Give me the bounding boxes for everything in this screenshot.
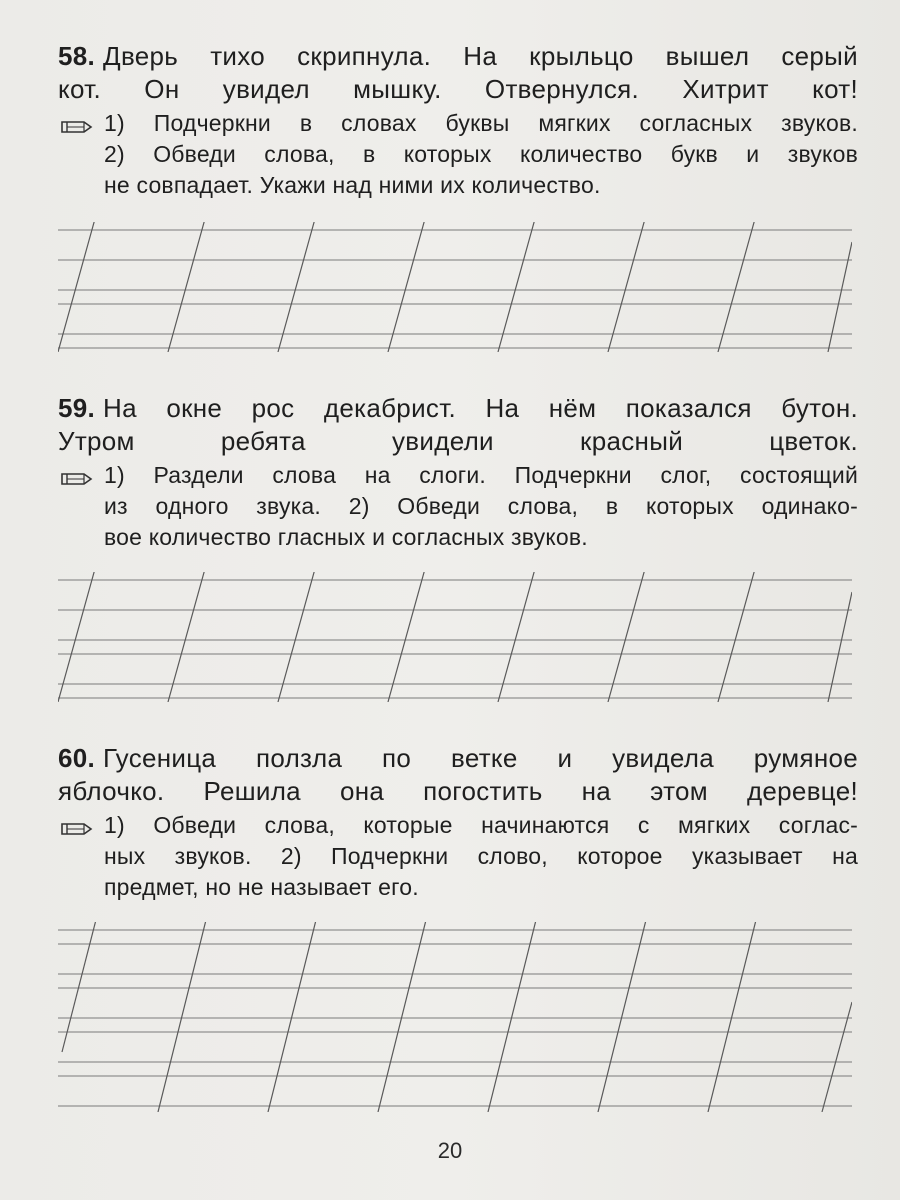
task-line: не совпадает. Укажи над ними их количество. [104,172,601,198]
text-line [58,40,858,73]
exercise-60 [58,742,858,903]
task-line: из одного звука. 2) Обведи слова, в которых одинако- [104,493,858,519]
text-line [58,392,858,425]
task-text [104,108,858,201]
task-line: вое количество гласных и согласных звуков. [104,524,588,550]
task-instructions [58,108,858,201]
exercise-59 [58,392,858,553]
task-text [104,810,858,903]
pencil-icon [58,470,94,488]
exercise-number: 60. [58,743,96,773]
task-line: 2) Обведи слова, в которых количество букв и звуков [104,141,858,167]
writing-area-58[interactable] [58,222,852,352]
pencil-icon [58,118,94,136]
exercise-text [58,40,858,106]
exercise-text [58,742,858,808]
page-number: 20 [437,1138,463,1163]
task-line: 1) Обведи слова, которые начинаются с мягких соглас- [104,812,858,838]
text-line [58,742,858,775]
task-line: предмет, но не называет его. [104,874,419,900]
pencil-icon [58,820,94,838]
slant-lines [62,922,852,1112]
slant-lines [58,572,852,702]
writing-area-59[interactable] [58,572,852,702]
exercise-text [58,392,858,458]
text-line: яблочко. Решила она погостить на этом деревце! [58,776,858,806]
text-line-content: На окне рос декабрист. На нём показался бутон. [103,393,858,423]
writing-area-60[interactable] [58,922,852,1112]
text-line-content: Дверь тихо скрипнула. На крыльцо вышел серый [103,41,858,71]
task-line: ных звуков. 2) Подчеркни слово, которое указывает на [104,843,858,869]
text-line-content: Гусеница ползла по ветке и увидела румяное [103,743,858,773]
exercise-number: 58. [58,41,96,71]
task-instructions [58,460,858,553]
ruling-lines [58,580,852,698]
task-line: 1) Подчеркни в словах буквы мягких согласных звуков. [104,110,858,136]
task-text [104,460,858,553]
ruling-lines [58,930,852,1106]
task-instructions [58,810,858,903]
exercise-number: 59. [58,393,96,423]
task-line: 1) Раздели слова на слоги. Подчеркни слог, состоящий [104,462,858,488]
ruling-lines [58,230,852,348]
exercise-58 [58,40,858,201]
text-line: Утром ребята увидели красный цветок. [58,426,858,456]
slant-lines [58,222,852,352]
text-line: кот. Он увидел мышку. Отвернулся. Хитрит кот! [58,74,858,104]
